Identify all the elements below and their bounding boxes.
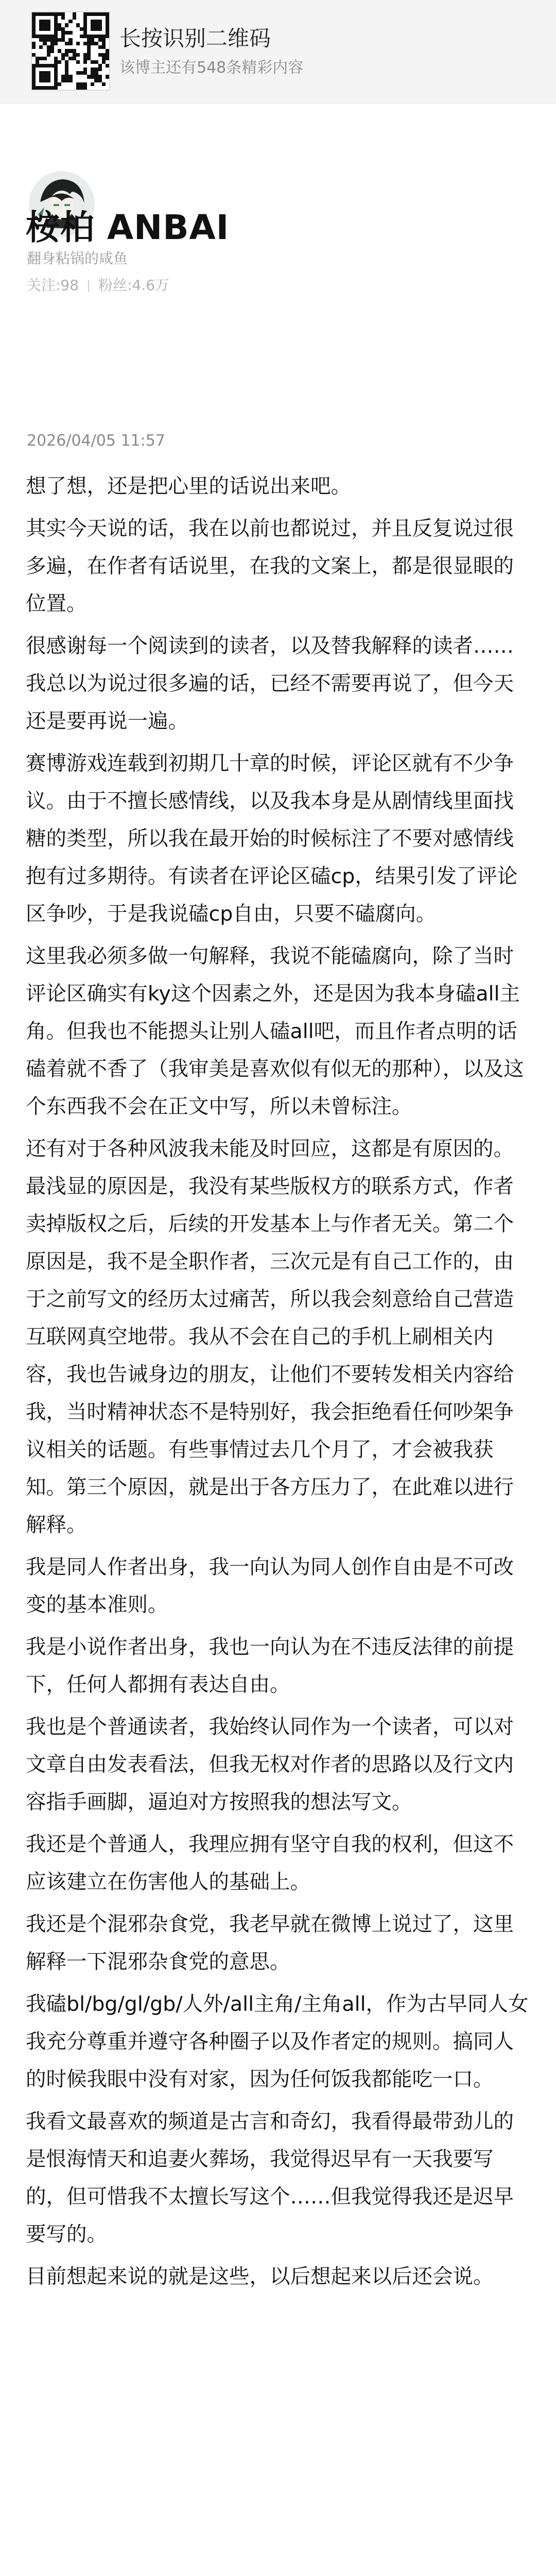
paragraph: 我看文最喜欢的频道是古言和奇幻，我看得最带劲儿的是恨海情天和追妻火葬场，我觉得迟早有一天我要写的，但可惜我不太擅长写这个……但我觉得我还是迟早要写的。 — [26, 2110, 514, 2246]
banner-title: 长按识别二维码 — [119, 26, 271, 51]
paragraph: 我磕bl/bg/gl/gb/人外/all主角/主角all，作为古早同人女我充分尊重并遵守各种圈子以及作者定的规则。搞同人的时候我眼中没有对家，因为任何饭我都能吃一口。 — [26, 1992, 529, 2091]
author-bio: 翻身粘锅的咸鱼 — [27, 250, 128, 267]
paragraph: 目前想起来说的就是这些，以后想起来以后还会说。 — [26, 2265, 494, 2289]
paragraph: 我还是个混邪杂食党，我老早就在微博上说过了，这里解释一下混邪杂食党的意思。 — [26, 1912, 514, 1974]
qr-code[interactable] — [31, 11, 110, 91]
paragraph: 这里我必须多做一句解释，我说不能磕腐向，除了当时评论区确实有ky这个因素之外，还是因为我本身磕all主角。但我也不能摁头让别人磕all吧，而且作者点明的话磕着就不香了（我审美是喜欢似有似无的那种），以及这个东西我不会在正文中写，所以未曾标注。 — [26, 944, 524, 1118]
banner-subtitle: 该博主还有548条精彩内容 — [119, 59, 304, 77]
post-date: 2026/04/05 11:57 — [27, 432, 165, 450]
paragraph: 想了想，还是把心里的话说出来吧。 — [26, 474, 351, 498]
paragraph: 很感谢每一个阅读到的读者，以及替我解释的读者……我总以为说过很多遍的话，已经不需要再说了，但今天还是要再说一遍。 — [26, 634, 514, 733]
fans-count: 粉丝:4.6万 — [98, 277, 170, 294]
author-stats — [27, 274, 169, 295]
paragraph: 其实今天说的话，我在以前也都说过，并且反复说过很多遍，在作者有话说里，在我的文案上，都是很显眼的位置。 — [26, 517, 514, 616]
following-count: 关注:98 — [27, 277, 79, 294]
qr-banner — [0, 0, 556, 104]
paragraph: 我也是个普通读者，我始终认同作为一个读者，可以对文章自由发表看法，但我无权对作者的思路以及行文内容指手画脚，逼迫对方按照我的想法写文。 — [26, 1715, 514, 1814]
stats-divider — [88, 280, 89, 292]
paragraph: 我是同人作者出身，我一向认为同人创作自由是不可改变的基本准则。 — [26, 1555, 514, 1617]
paragraph: 我是小说作者出身，我也一向认为在不违反法律的前提下，任何人都拥有表达自由。 — [26, 1635, 514, 1697]
paragraph: 还有对于各种风波我未能及时回应，这都是有原因的。最浅显的原因是，我没有某些版权方的联系方式，作者卖掉版权之后，后续的开发基本上与作者无关。第二个原因是，我不是全职作者，三次元是有自己工作的，由于之前写文的经历太过痛苦，所以我会刻意给自己营造互联网真空地带。我从不会在自己的手机上刷相关内容，我也告诫身边的朋友，让他们不要转发相关内容给我，当时精神状态不是特别好，我会拒绝看任何吵架争议相关的话题。有些事情过去几个月了，才会被我获知。第三个原因，就是出于各方压力了，在此难以进行解释。 — [26, 1137, 514, 1537]
author-name[interactable]: 桉柏 ANBAI — [26, 208, 230, 247]
paragraph: 赛博游戏连载到初期几十章的时候，评论区就有不少争议。由于不擅长感情线，以及我本身是从剧情线里面找糖的类型，所以我在最开始的时候标注了不要对感情线抱有过多期待。有读者在评论区磕cp，结果引发了评论区争吵，于是我说磕cp自由，只要不磕腐向。 — [26, 752, 518, 926]
post-body — [26, 468, 531, 2300]
paragraph: 我还是个普通人，我理应拥有坚守自我的权利，但这不应该建立在伤害他人的基础上。 — [26, 1833, 514, 1894]
